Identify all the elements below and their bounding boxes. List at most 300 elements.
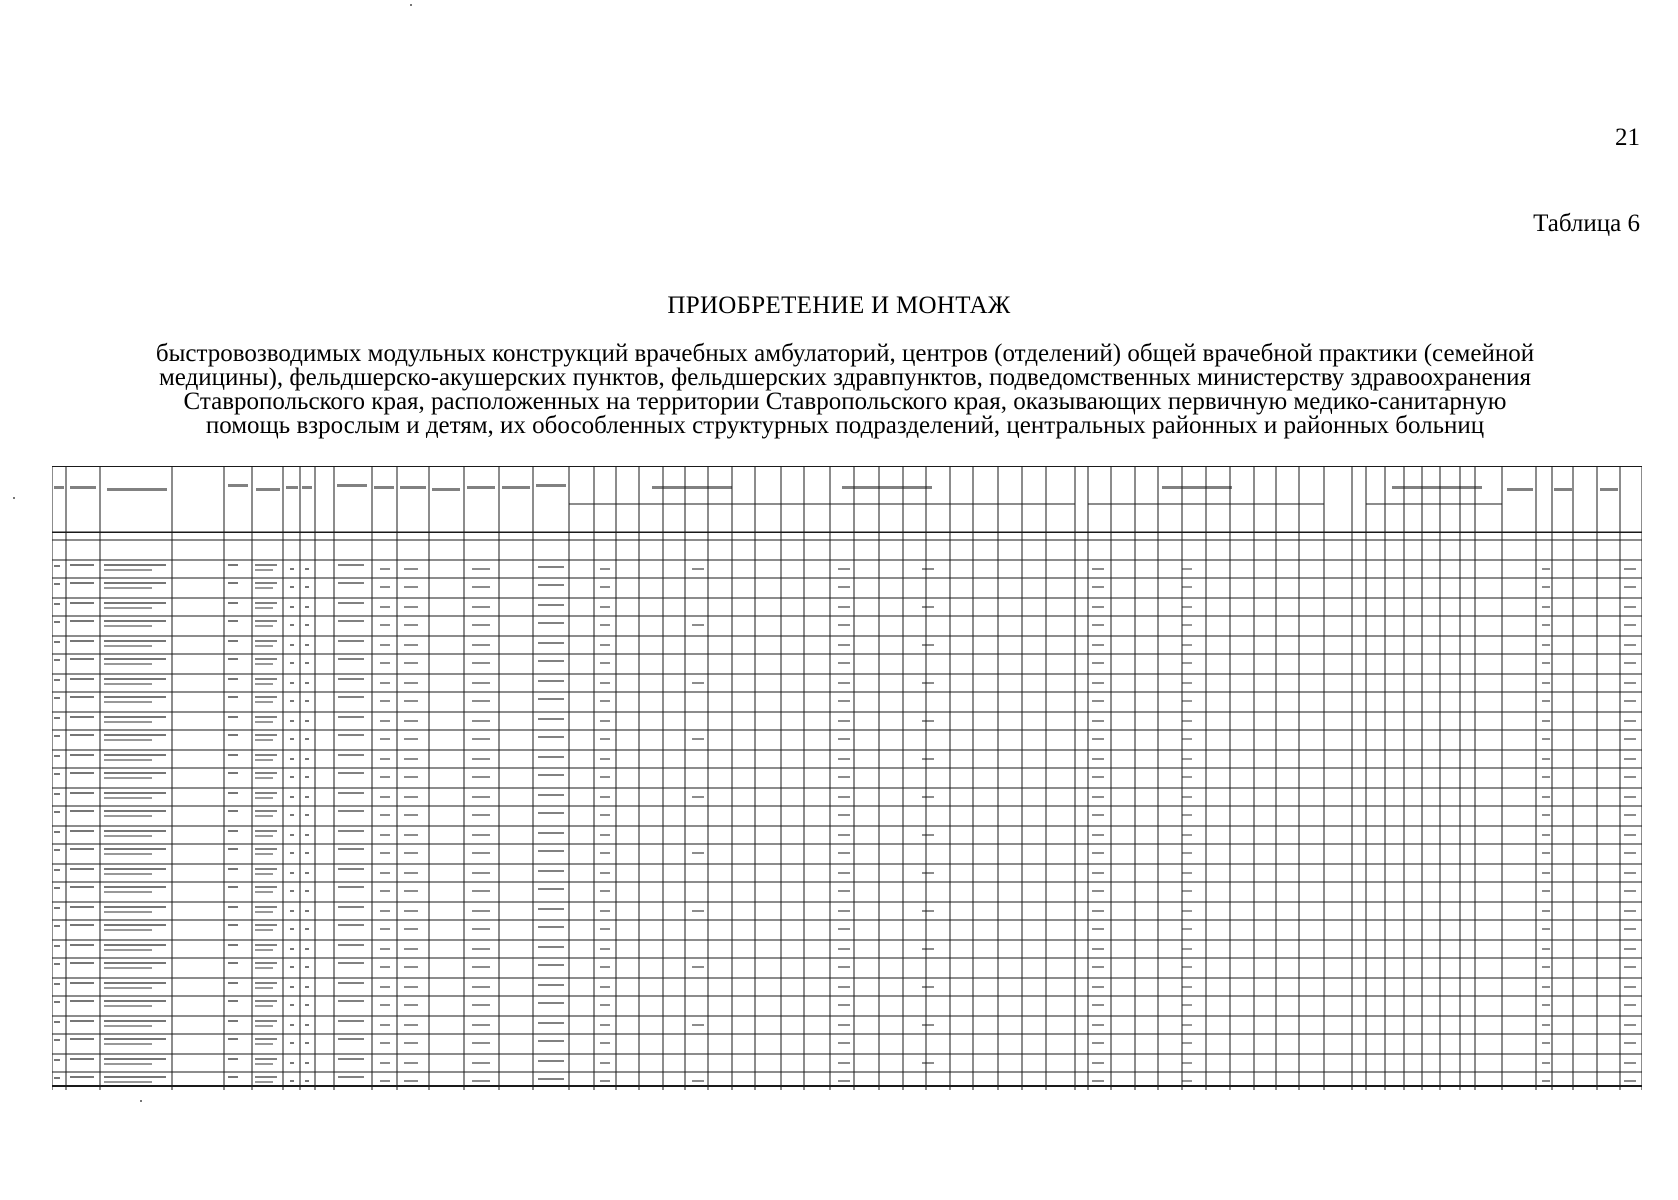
- cell-text-blot: [1542, 966, 1550, 968]
- cell-text-blot: [107, 488, 167, 491]
- cell-text-blot: [1092, 1004, 1104, 1006]
- cell-text-blot: [255, 944, 277, 946]
- cell-text-blot: [104, 873, 152, 875]
- cell-text-blot: [305, 662, 309, 664]
- cell-text-blot: [1182, 890, 1192, 892]
- cell-text-blot: [290, 890, 294, 892]
- cell-text-blot: [472, 986, 490, 988]
- cell-text-blot: [1542, 948, 1550, 950]
- cell-text-blot: [255, 1076, 277, 1078]
- cell-text-blot: [228, 810, 238, 812]
- cell-text-blot: [380, 1062, 390, 1064]
- cell-text-blot: [380, 700, 390, 702]
- cell-text-blot: [70, 734, 94, 736]
- cell-text-blot: [1182, 910, 1192, 912]
- cell-text-blot: [600, 568, 610, 570]
- cell-text-blot: [380, 796, 390, 798]
- cell-text-blot: [692, 966, 704, 968]
- cell-text-blot: [70, 924, 94, 926]
- cell-text-blot: [404, 624, 418, 626]
- cell-text-blot: [838, 966, 850, 968]
- cell-text-blot: [404, 1062, 418, 1064]
- cell-text-blot: [104, 810, 166, 812]
- cell-text-blot: [104, 696, 166, 698]
- cell-text-blot: [255, 1000, 277, 1002]
- cell-text-blot: [652, 486, 732, 489]
- cell-text-blot: [104, 587, 152, 589]
- cell-text-blot: [600, 1004, 610, 1006]
- cell-text-blot: [404, 644, 418, 646]
- cell-text-blot: [338, 1000, 364, 1002]
- cell-text-blot: [600, 606, 610, 608]
- cell-text-blot: [290, 682, 294, 684]
- cell-text-blot: [1542, 872, 1550, 874]
- cell-text-blot: [380, 1024, 390, 1026]
- cell-text-blot: [1542, 758, 1550, 760]
- cell-text-blot: [54, 735, 60, 737]
- cell-text-blot: [1542, 586, 1550, 588]
- cell-text-blot: [1507, 488, 1533, 491]
- cell-text-blot: [305, 568, 309, 570]
- cell-text-blot: [1182, 834, 1192, 836]
- cell-text-blot: [538, 698, 564, 700]
- cell-text-blot: [228, 1076, 238, 1078]
- cell-text-blot: [104, 734, 166, 736]
- cell-text-blot: [1182, 776, 1192, 778]
- cell-text-blot: [104, 962, 166, 964]
- cell-text-blot: [1624, 682, 1636, 684]
- cell-text-blot: [255, 853, 273, 855]
- table-label: Таблица 6: [1533, 210, 1640, 237]
- cell-text-blot: [305, 738, 309, 740]
- cell-text-blot: [1624, 948, 1636, 950]
- cell-text-blot: [600, 890, 610, 892]
- cell-text-blot: [54, 793, 60, 795]
- cell-text-blot: [1182, 1062, 1192, 1064]
- cell-text-blot: [228, 962, 238, 964]
- cell-text-blot: [404, 796, 418, 798]
- cell-text-blot: [1624, 738, 1636, 740]
- cell-text-blot: [1182, 1080, 1192, 1082]
- cell-text-blot: [380, 966, 390, 968]
- cell-text-blot: [538, 1078, 564, 1080]
- cell-text-blot: [54, 869, 60, 871]
- cell-text-blot: [305, 834, 309, 836]
- cell-text-blot: [538, 984, 564, 986]
- cell-text-blot: [70, 1038, 94, 1040]
- cell-text-blot: [54, 887, 60, 889]
- cell-text-blot: [472, 700, 490, 702]
- cell-text-blot: [404, 568, 418, 570]
- cell-text-blot: [54, 641, 60, 643]
- cell-text-blot: [228, 868, 238, 870]
- cell-text-blot: [538, 604, 564, 606]
- cell-text-blot: [54, 1039, 60, 1041]
- cell-text-blot: [255, 797, 273, 799]
- cell-text-blot: [338, 830, 364, 832]
- cell-text-blot: [338, 734, 364, 736]
- cell-text-blot: [1092, 852, 1104, 854]
- cell-text-blot: [255, 663, 273, 665]
- cell-text-blot: [404, 814, 418, 816]
- cell-text-blot: [600, 700, 610, 702]
- cell-text-blot: [305, 644, 309, 646]
- cell-text-blot: [838, 910, 850, 912]
- cell-text-blot: [54, 717, 60, 719]
- cell-text-blot: [538, 660, 564, 662]
- cell-text-blot: [1542, 644, 1550, 646]
- cell-text-blot: [1182, 586, 1192, 588]
- cell-text-blot: [1624, 720, 1636, 722]
- cell-text-blot: [380, 586, 390, 588]
- cell-text-blot: [472, 966, 490, 968]
- cell-text-blot: [255, 696, 277, 698]
- cell-text-blot: [305, 986, 309, 988]
- cell-text-blot: [255, 640, 277, 642]
- cell-text-blot: [1182, 852, 1192, 854]
- cell-text-blot: [538, 1002, 564, 1004]
- cell-text-blot: [104, 848, 166, 850]
- cell-text-blot: [380, 1042, 390, 1044]
- cell-text-blot: [1624, 700, 1636, 702]
- cell-text-blot: [600, 776, 610, 778]
- cell-text-blot: [1542, 796, 1550, 798]
- cell-text-blot: [404, 1024, 418, 1026]
- cell-text-blot: [228, 754, 238, 756]
- cell-text-blot: [338, 868, 364, 870]
- cell-text-blot: [838, 568, 850, 570]
- cell-text-blot: [380, 720, 390, 722]
- cell-text-blot: [600, 1024, 610, 1026]
- cell-text-blot: [228, 1038, 238, 1040]
- cell-text-blot: [255, 777, 273, 779]
- cell-text-blot: [255, 564, 277, 566]
- cell-text-blot: [104, 777, 152, 779]
- cell-text-blot: [838, 776, 850, 778]
- cell-text-blot: [472, 624, 490, 626]
- cell-text-blot: [255, 569, 273, 571]
- cell-text-blot: [1092, 624, 1104, 626]
- cell-text-blot: [600, 872, 610, 874]
- cell-text-blot: [1624, 910, 1636, 912]
- cell-text-blot: [70, 886, 94, 888]
- cell-text-blot: [338, 640, 364, 642]
- cell-text-blot: [380, 606, 390, 608]
- cell-text-blot: [338, 1058, 364, 1060]
- cell-text-blot: [290, 1024, 294, 1026]
- cell-text-blot: [1092, 1062, 1104, 1064]
- cell-text-blot: [255, 716, 277, 718]
- cell-text-blot: [1092, 1080, 1104, 1082]
- cell-text-blot: [290, 834, 294, 836]
- cell-text-blot: [228, 582, 238, 584]
- cell-text-blot: [838, 624, 850, 626]
- cell-text-blot: [380, 1004, 390, 1006]
- cell-text-blot: [255, 1005, 273, 1007]
- cell-text-blot: [838, 700, 850, 702]
- cell-text-blot: [104, 868, 166, 870]
- cell-text-blot: [255, 582, 277, 584]
- cell-text-blot: [692, 568, 704, 570]
- cell-text-blot: [1624, 776, 1636, 778]
- cell-text-blot: [1624, 568, 1636, 570]
- cell-text-blot: [1624, 928, 1636, 930]
- cell-text-blot: [338, 564, 364, 566]
- cell-text-blot: [54, 621, 60, 623]
- cell-text-blot: [838, 986, 850, 988]
- cell-text-blot: [70, 486, 96, 489]
- cell-text-blot: [286, 486, 298, 489]
- cell-text-blot: [472, 568, 490, 570]
- cell-text-blot: [1542, 928, 1550, 930]
- cell-text-blot: [380, 776, 390, 778]
- cell-text-blot: [228, 1000, 238, 1002]
- cell-text-blot: [255, 625, 273, 627]
- cell-text-blot: [1542, 568, 1550, 570]
- cell-text-blot: [922, 910, 934, 912]
- cell-text-blot: [380, 948, 390, 950]
- cell-text-blot: [380, 738, 390, 740]
- cell-text-blot: [70, 792, 94, 794]
- cell-text-blot: [228, 484, 248, 487]
- cell-text-blot: [290, 986, 294, 988]
- cell-text-blot: [404, 1004, 418, 1006]
- cell-text-blot: [1624, 644, 1636, 646]
- document-subtitle: [60, 342, 1630, 438]
- cell-text-blot: [1624, 890, 1636, 892]
- cell-text-blot: [1092, 796, 1104, 798]
- cell-text-blot: [290, 796, 294, 798]
- cell-text-blot: [104, 1005, 152, 1007]
- cell-text-blot: [1182, 986, 1192, 988]
- cell-text-blot: [922, 606, 934, 608]
- cell-text-blot: [228, 830, 238, 832]
- cell-text-blot: [255, 1063, 273, 1065]
- cell-text-blot: [1542, 852, 1550, 854]
- cell-text-blot: [255, 1038, 277, 1040]
- cell-text-blot: [838, 852, 850, 854]
- cell-text-blot: [255, 886, 277, 888]
- cell-text-blot: [54, 486, 64, 489]
- cell-text-blot: [538, 566, 564, 568]
- page-number: 21: [1615, 124, 1640, 151]
- cell-text-blot: [502, 486, 530, 489]
- cell-text-blot: [1182, 758, 1192, 760]
- cell-text-blot: [380, 758, 390, 760]
- cell-text-blot: [305, 776, 309, 778]
- cell-text-blot: [1542, 1004, 1550, 1006]
- cell-text-blot: [1162, 486, 1232, 489]
- cell-text-blot: [255, 1020, 277, 1022]
- cell-text-blot: [692, 1080, 704, 1082]
- cell-text-blot: [404, 682, 418, 684]
- cell-text-blot: [400, 486, 426, 489]
- cell-text-blot: [380, 1080, 390, 1082]
- cell-text-blot: [1182, 624, 1192, 626]
- cell-text-blot: [380, 890, 390, 892]
- cell-text-blot: [70, 1000, 94, 1002]
- cell-text-blot: [838, 834, 850, 836]
- cell-text-blot: [255, 987, 273, 989]
- cell-text-blot: [472, 758, 490, 760]
- cell-text-blot: [404, 1080, 418, 1082]
- cell-text-blot: [538, 736, 564, 738]
- cell-text-blot: [1182, 872, 1192, 874]
- cell-text-blot: [536, 484, 566, 487]
- cell-text-blot: [338, 1038, 364, 1040]
- cell-text-blot: [104, 1025, 152, 1027]
- cell-text-blot: [104, 1081, 152, 1083]
- cell-text-blot: [600, 586, 610, 588]
- cell-text-blot: [338, 772, 364, 774]
- cell-text-blot: [104, 663, 152, 665]
- cell-text-blot: [838, 814, 850, 816]
- cell-text-blot: [600, 720, 610, 722]
- cell-text-blot: [1624, 834, 1636, 836]
- cell-text-blot: [1092, 910, 1104, 912]
- document-title: ПРИОБРЕТЕНИЕ И МОНТАЖ: [667, 292, 1011, 319]
- cell-text-blot: [255, 868, 277, 870]
- cell-text-blot: [305, 700, 309, 702]
- cell-text-blot: [1542, 720, 1550, 722]
- cell-text-blot: [404, 834, 418, 836]
- cell-text-blot: [838, 606, 850, 608]
- cell-text-blot: [228, 640, 238, 642]
- cell-text-blot: [538, 1022, 564, 1024]
- cell-text-blot: [228, 564, 238, 566]
- cell-text-blot: [255, 602, 277, 604]
- cell-text-blot: [104, 1000, 166, 1002]
- cell-text-blot: [290, 872, 294, 874]
- cell-text-blot: [404, 586, 418, 588]
- cell-text-blot: [305, 796, 309, 798]
- data-table: [52, 466, 1642, 1090]
- cell-text-blot: [538, 642, 564, 644]
- cell-text-blot: [54, 831, 60, 833]
- cell-text-blot: [305, 1024, 309, 1026]
- cell-text-blot: [54, 1001, 60, 1003]
- cell-text-blot: [104, 716, 166, 718]
- cell-text-blot: [305, 720, 309, 722]
- cell-text-blot: [1092, 986, 1104, 988]
- cell-text-blot: [228, 848, 238, 850]
- cell-text-blot: [922, 986, 934, 988]
- cell-text-blot: [538, 794, 564, 796]
- cell-text-blot: [692, 738, 704, 740]
- cell-text-blot: [538, 756, 564, 758]
- cell-text-blot: [1624, 1062, 1636, 1064]
- cell-text-blot: [228, 678, 238, 680]
- cell-text-blot: [104, 620, 166, 622]
- scan-speck: [13, 497, 15, 499]
- cell-text-blot: [338, 1020, 364, 1022]
- cell-text-blot: [838, 796, 850, 798]
- cell-text-blot: [290, 662, 294, 664]
- cell-text-blot: [70, 678, 94, 680]
- cell-text-blot: [1182, 662, 1192, 664]
- cell-text-blot: [1624, 1024, 1636, 1026]
- cell-text-blot: [255, 701, 273, 703]
- scan-speck: [410, 4, 412, 6]
- cell-text-blot: [1092, 586, 1104, 588]
- cell-text-blot: [922, 796, 934, 798]
- cell-text-blot: [255, 906, 277, 908]
- cell-text-blot: [600, 1062, 610, 1064]
- cell-text-blot: [1542, 814, 1550, 816]
- cell-text-blot: [600, 928, 610, 930]
- cell-text-blot: [104, 1043, 152, 1045]
- cell-text-blot: [1182, 644, 1192, 646]
- cell-text-blot: [1092, 928, 1104, 930]
- cell-text-blot: [104, 645, 152, 647]
- cell-text-blot: [290, 1080, 294, 1082]
- cell-text-blot: [104, 625, 152, 627]
- cell-text-blot: [922, 644, 934, 646]
- cell-text-blot: [1624, 1004, 1636, 1006]
- cell-text-blot: [338, 678, 364, 680]
- cell-text-blot: [838, 720, 850, 722]
- cell-text-blot: [380, 852, 390, 854]
- cell-text-blot: [838, 586, 850, 588]
- cell-text-blot: [1542, 776, 1550, 778]
- cell-text-blot: [305, 948, 309, 950]
- subtitle-line-3: Ставропольского края, расположенных на территории Ставропольского края, оказывающих первичную медико-санитарную: [183, 388, 1507, 415]
- cell-text-blot: [600, 624, 610, 626]
- cell-text-blot: [54, 697, 60, 699]
- cell-text-blot: [290, 700, 294, 702]
- cell-text-blot: [600, 966, 610, 968]
- cell-text-blot: [290, 910, 294, 912]
- cell-text-blot: [1092, 662, 1104, 664]
- cell-text-blot: [228, 792, 238, 794]
- cell-text-blot: [104, 792, 166, 794]
- cell-text-blot: [600, 738, 610, 740]
- cell-text-blot: [600, 814, 610, 816]
- cell-text-blot: [255, 967, 273, 969]
- cell-text-blot: [404, 910, 418, 912]
- cell-text-blot: [1092, 834, 1104, 836]
- cell-text-blot: [305, 586, 309, 588]
- cell-text-blot: [305, 890, 309, 892]
- cell-text-blot: [338, 924, 364, 926]
- cell-text-blot: [255, 873, 273, 875]
- cell-text-blot: [104, 929, 152, 931]
- cell-text-blot: [290, 720, 294, 722]
- cell-text-blot: [255, 754, 277, 756]
- cell-text-blot: [104, 815, 152, 817]
- cell-text-blot: [338, 602, 364, 604]
- cell-text-blot: [1182, 606, 1192, 608]
- cell-text-blot: [538, 888, 564, 890]
- cell-text-blot: [1624, 624, 1636, 626]
- cell-text-blot: [472, 948, 490, 950]
- cell-text-blot: [432, 488, 460, 491]
- cell-text-blot: [290, 852, 294, 854]
- cell-text-blot: [104, 967, 152, 969]
- cell-text-blot: [255, 962, 277, 964]
- cell-text-blot: [54, 983, 60, 985]
- cell-text-blot: [338, 886, 364, 888]
- cell-text-blot: [538, 1040, 564, 1042]
- cell-text-blot: [104, 569, 152, 571]
- cell-text-blot: [305, 928, 309, 930]
- cell-text-blot: [70, 1020, 94, 1022]
- cell-text-blot: [404, 890, 418, 892]
- cell-text-blot: [838, 890, 850, 892]
- cell-text-blot: [104, 944, 166, 946]
- cell-text-blot: [338, 848, 364, 850]
- cell-text-blot: [1092, 682, 1104, 684]
